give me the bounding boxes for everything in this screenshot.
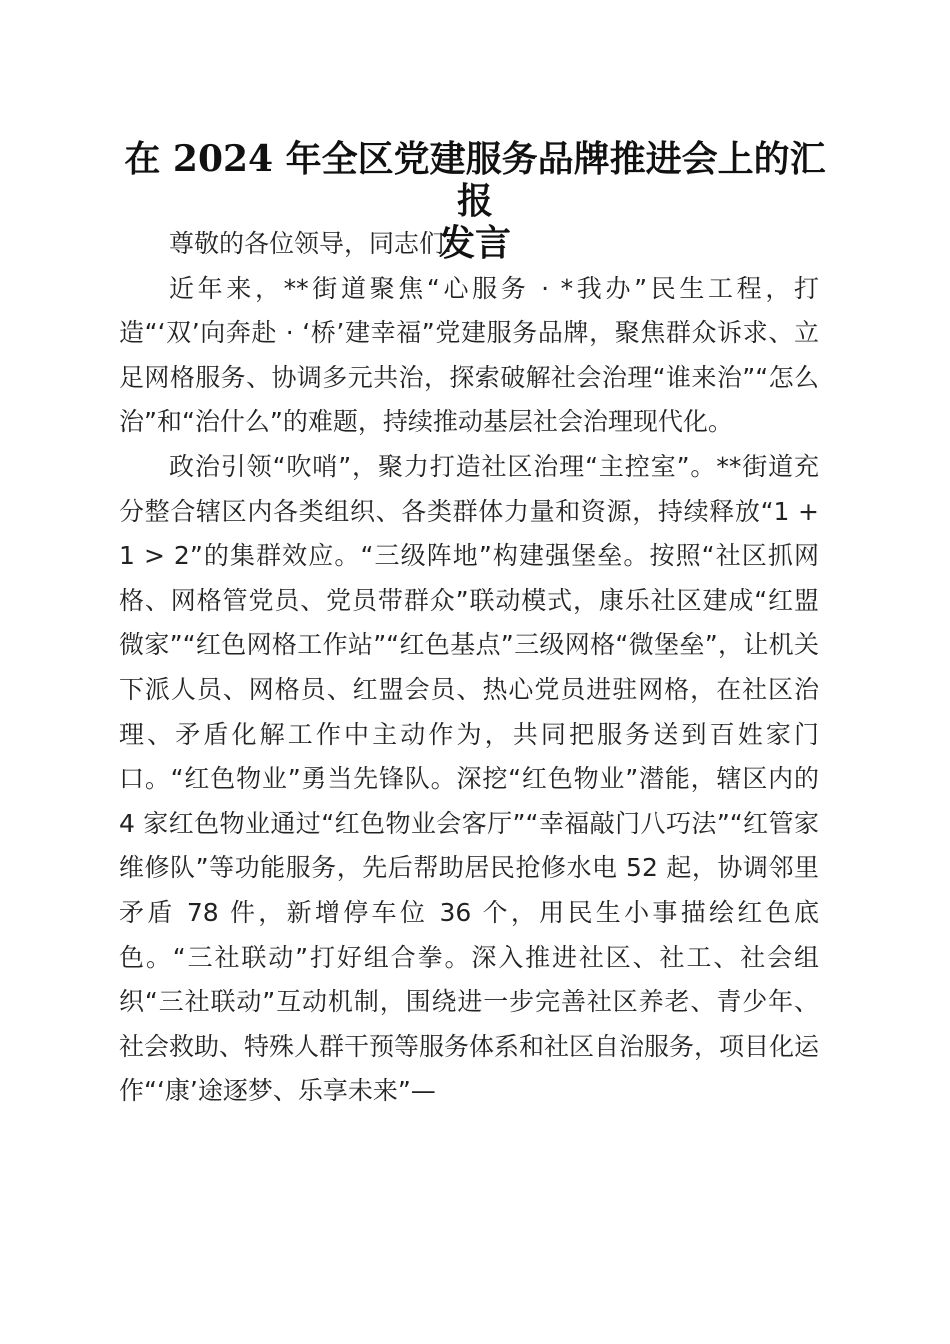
paragraph-political-leadership: 政治引领“吹哨”，聚力打造社区治理“主控室”。**街道充分整合辖区内各类组织、各类群体力量和资源，持续释放“1 + 1 > 2”的集群效应。“三级阵地”构建强堡垒。按照“社区抓网格、网格管党员、党员带群众”联动模式，康乐社区建成“红盟微家”“红色网格工作站”“红色基点”三级网格“微堡垒”，让机关下派人员、网格员、红盟会员、热心党员进驻网格，在社区治理、矛盾化解工作中主动作为，共同把服务送到百姓家门口。“红色物业”勇当先锋队。深挖“红色物业”潜能，辖区内的 4 家红色物业通过“红色物业会客厅”“幸福敲门八巧法”“红管家维修队”等功能服务，先后帮助居民抢修水电 52 起，协调邻里矛盾 78 件，新增停车位 36 个，用民生小事描绘红色底色。“三社联动”打好组合拳。深入推进社区、社工、社会组织“三社联动”互动机制，围绕进一步完善社区养老、青少年、社会救助、特殊人群干预等服务体系和社区自治服务，项目化运作“‘康’途逐梦、乐享未来”— bbox=[119, 451, 820, 1106]
document-body bbox=[119, 222, 819, 1114]
title-line-1: 在 2024 年全区党建服务品牌推进会上的汇报 bbox=[124, 138, 826, 222]
paragraph-intro: 近年来，**街道聚焦“心服务 · *我办”民生工程，打造“‘双’向奔赴 · ‘桥’建幸福”党建服务品牌，聚焦群众诉求、立足网格服务、协调多元共治，探索破解社会治理“谁来治”“怎么治”和“治什么”的难题，持续推动基层社会治理现代化。 bbox=[119, 273, 819, 437]
title-line-2: 发言 bbox=[438, 222, 511, 264]
paragraph-salutation: 尊敬的各位领导，同志们: bbox=[169, 229, 453, 258]
